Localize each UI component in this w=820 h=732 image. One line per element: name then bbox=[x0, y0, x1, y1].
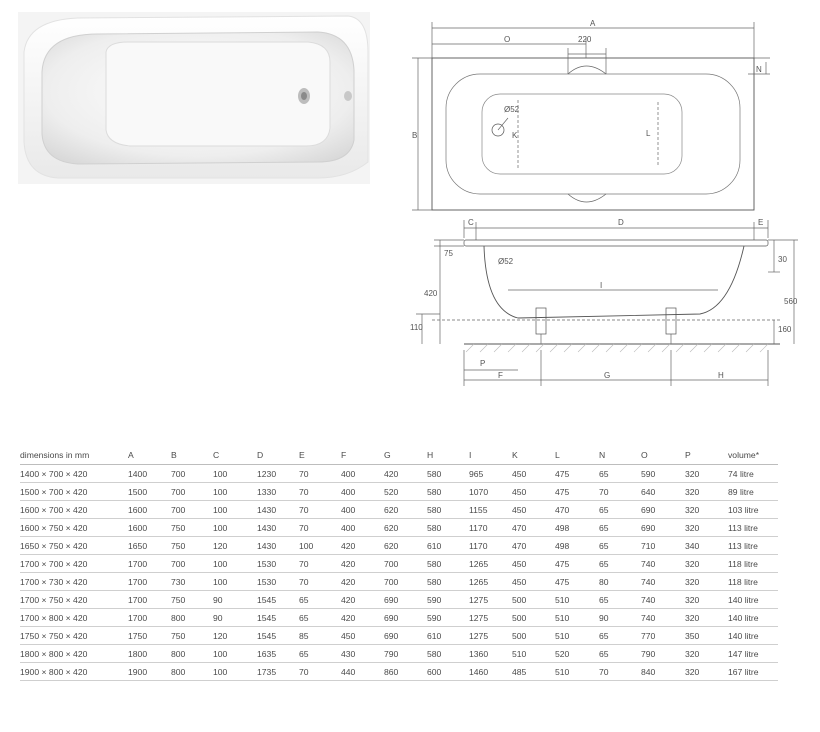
column-header: G bbox=[384, 448, 427, 465]
column-header: B bbox=[171, 448, 213, 465]
table-cell: 470 bbox=[512, 537, 555, 555]
table-cell: 70 bbox=[599, 663, 641, 681]
table-cell: 620 bbox=[384, 501, 427, 519]
table-cell: 90 bbox=[213, 591, 257, 609]
table-cell: 430 bbox=[341, 645, 384, 663]
table-cell: 580 bbox=[427, 555, 469, 573]
table-cell: 420 bbox=[341, 609, 384, 627]
table-cell: 65 bbox=[599, 465, 641, 483]
column-header: A bbox=[128, 448, 171, 465]
table-cell: 1275 bbox=[469, 591, 512, 609]
bathtub-illustration bbox=[18, 12, 370, 184]
table-cell: 65 bbox=[299, 645, 341, 663]
dim-label-560: 560 bbox=[784, 297, 798, 306]
table-cell: 1430 bbox=[257, 501, 299, 519]
table-cell: 475 bbox=[555, 555, 599, 573]
table-cell: 700 bbox=[171, 555, 213, 573]
table-cell: 70 bbox=[299, 555, 341, 573]
table-cell: 580 bbox=[427, 519, 469, 537]
column-header: L bbox=[555, 448, 599, 465]
table-cell: 103 litre bbox=[728, 501, 778, 519]
table-cell: 860 bbox=[384, 663, 427, 681]
table-cell: 100 bbox=[299, 537, 341, 555]
table-cell: 520 bbox=[384, 483, 427, 501]
table-cell: 580 bbox=[427, 573, 469, 591]
table-cell: 800 bbox=[171, 645, 213, 663]
table-cell: 1530 bbox=[257, 555, 299, 573]
table-cell-dimensions: 1400 × 700 × 420 bbox=[20, 465, 128, 483]
table-cell: 1545 bbox=[257, 627, 299, 645]
table-cell: 740 bbox=[641, 591, 685, 609]
table-cell: 450 bbox=[512, 573, 555, 591]
table-cell: 750 bbox=[171, 591, 213, 609]
dim-label-e: E bbox=[758, 218, 764, 227]
table-cell: 1400 bbox=[128, 465, 171, 483]
table-cell: 90 bbox=[213, 609, 257, 627]
dim-label-c: C bbox=[468, 218, 474, 227]
column-header: P bbox=[685, 448, 728, 465]
table-cell: 1650 bbox=[128, 537, 171, 555]
table-cell: 120 bbox=[213, 537, 257, 555]
table-cell-dimensions: 1900 × 800 × 420 bbox=[20, 663, 128, 681]
table-cell: 1735 bbox=[257, 663, 299, 681]
table-cell: 80 bbox=[599, 573, 641, 591]
table-cell: 740 bbox=[641, 609, 685, 627]
table-cell: 580 bbox=[427, 465, 469, 483]
table-cell: 1700 bbox=[128, 573, 171, 591]
table-cell-dimensions: 1700 × 750 × 420 bbox=[20, 591, 128, 609]
table-cell: 167 litre bbox=[728, 663, 778, 681]
dim-label-g: G bbox=[604, 371, 611, 380]
table-cell: 620 bbox=[384, 537, 427, 555]
table-cell: 1155 bbox=[469, 501, 512, 519]
table-cell: 510 bbox=[555, 609, 599, 627]
table-cell: 510 bbox=[555, 663, 599, 681]
table-cell: 500 bbox=[512, 627, 555, 645]
table-row bbox=[20, 519, 778, 537]
table-cell: 1700 bbox=[128, 591, 171, 609]
column-header: H bbox=[427, 448, 469, 465]
table-cell: 690 bbox=[641, 501, 685, 519]
dim-label-a: A bbox=[590, 19, 596, 28]
column-header: K bbox=[512, 448, 555, 465]
table-cell: 640 bbox=[641, 483, 685, 501]
dimensions-table bbox=[20, 448, 778, 681]
table-cell: 580 bbox=[427, 645, 469, 663]
dim-label-75: 75 bbox=[444, 249, 453, 258]
dim-label-o: O bbox=[504, 35, 511, 44]
table-cell: 1635 bbox=[257, 645, 299, 663]
table-cell: 320 bbox=[685, 501, 728, 519]
column-header: dimensions in mm bbox=[20, 448, 128, 465]
table-cell: 1700 bbox=[128, 555, 171, 573]
dim-label-drain-diameter: Ø52 bbox=[504, 105, 520, 114]
dim-label-k: K bbox=[512, 131, 518, 140]
table-cell: 1275 bbox=[469, 609, 512, 627]
table-cell: 320 bbox=[685, 609, 728, 627]
table-cell: 800 bbox=[171, 663, 213, 681]
table-cell: 100 bbox=[213, 555, 257, 573]
table-cell: 400 bbox=[341, 519, 384, 537]
table-row bbox=[20, 501, 778, 519]
column-header: N bbox=[599, 448, 641, 465]
table-cell: 475 bbox=[555, 573, 599, 591]
table-row bbox=[20, 573, 778, 591]
table-cell: 320 bbox=[685, 555, 728, 573]
table-cell: 1265 bbox=[469, 573, 512, 591]
table-cell: 750 bbox=[171, 537, 213, 555]
table-cell: 1500 bbox=[128, 483, 171, 501]
table-cell: 700 bbox=[384, 573, 427, 591]
table-cell: 113 litre bbox=[728, 537, 778, 555]
table-cell: 74 litre bbox=[728, 465, 778, 483]
table-cell: 610 bbox=[427, 537, 469, 555]
table-cell: 65 bbox=[599, 645, 641, 663]
table-cell: 100 bbox=[213, 501, 257, 519]
table-cell: 65 bbox=[599, 501, 641, 519]
table-row bbox=[20, 591, 778, 609]
dim-label-p: P bbox=[480, 359, 486, 368]
table-cell: 320 bbox=[685, 483, 728, 501]
table-cell: 100 bbox=[213, 483, 257, 501]
table-cell: 420 bbox=[384, 465, 427, 483]
table-cell: 770 bbox=[641, 627, 685, 645]
table-cell: 580 bbox=[427, 483, 469, 501]
table-cell: 70 bbox=[599, 483, 641, 501]
table-cell: 590 bbox=[427, 591, 469, 609]
table-cell: 70 bbox=[299, 465, 341, 483]
table-cell: 320 bbox=[685, 663, 728, 681]
column-header: E bbox=[299, 448, 341, 465]
table-row bbox=[20, 465, 778, 483]
table-cell-dimensions: 1700 × 700 × 420 bbox=[20, 555, 128, 573]
table-cell: 450 bbox=[512, 483, 555, 501]
table-cell: 320 bbox=[685, 645, 728, 663]
table-cell: 1170 bbox=[469, 519, 512, 537]
table-cell: 65 bbox=[299, 591, 341, 609]
column-header: O bbox=[641, 448, 685, 465]
table-cell: 1070 bbox=[469, 483, 512, 501]
table-cell: 800 bbox=[171, 609, 213, 627]
dim-label-l: L bbox=[646, 129, 651, 138]
table-cell: 1265 bbox=[469, 555, 512, 573]
table-cell: 1600 bbox=[128, 501, 171, 519]
table-cell: 590 bbox=[641, 465, 685, 483]
table-cell: 440 bbox=[341, 663, 384, 681]
dim-label-220: 220 bbox=[578, 35, 592, 44]
table-cell-dimensions: 1700 × 730 × 420 bbox=[20, 573, 128, 591]
table-cell: 710 bbox=[641, 537, 685, 555]
table-cell-dimensions: 1700 × 800 × 420 bbox=[20, 609, 128, 627]
table-cell: 420 bbox=[341, 573, 384, 591]
table-cell: 498 bbox=[555, 519, 599, 537]
table-cell: 1430 bbox=[257, 537, 299, 555]
table-cell: 140 litre bbox=[728, 627, 778, 645]
table-cell: 118 litre bbox=[728, 573, 778, 591]
table-cell: 485 bbox=[512, 663, 555, 681]
table-cell: 100 bbox=[213, 573, 257, 591]
dim-label-h: H bbox=[718, 371, 724, 380]
table-cell: 1170 bbox=[469, 537, 512, 555]
dim-label-30: 30 bbox=[778, 255, 787, 264]
table-cell: 420 bbox=[341, 591, 384, 609]
table-cell: 475 bbox=[555, 483, 599, 501]
technical-drawing bbox=[400, 14, 800, 394]
table-cell: 580 bbox=[427, 501, 469, 519]
table-cell: 470 bbox=[555, 501, 599, 519]
table-cell: 1360 bbox=[469, 645, 512, 663]
table-row bbox=[20, 555, 778, 573]
table-cell: 89 litre bbox=[728, 483, 778, 501]
table-cell: 510 bbox=[555, 591, 599, 609]
column-header: D bbox=[257, 448, 299, 465]
table-cell: 1530 bbox=[257, 573, 299, 591]
table-cell: 790 bbox=[641, 645, 685, 663]
table-row bbox=[20, 663, 778, 681]
table-cell: 85 bbox=[299, 627, 341, 645]
table-cell: 790 bbox=[384, 645, 427, 663]
table-cell: 90 bbox=[599, 609, 641, 627]
dim-label-i: I bbox=[600, 281, 603, 290]
bathtub-photo bbox=[18, 12, 370, 184]
table-body bbox=[20, 465, 778, 681]
dim-label-420: 420 bbox=[424, 289, 438, 298]
table-cell: 65 bbox=[599, 537, 641, 555]
dim-label-b: B bbox=[412, 131, 418, 140]
table-cell: 740 bbox=[641, 555, 685, 573]
table-cell: 690 bbox=[384, 609, 427, 627]
table-cell: 965 bbox=[469, 465, 512, 483]
table-row bbox=[20, 537, 778, 555]
table-cell: 400 bbox=[341, 465, 384, 483]
table-cell: 1900 bbox=[128, 663, 171, 681]
column-header: volume* bbox=[728, 448, 778, 465]
table-cell: 500 bbox=[512, 609, 555, 627]
table-cell: 690 bbox=[384, 627, 427, 645]
table-cell: 100 bbox=[213, 663, 257, 681]
table-cell: 498 bbox=[555, 537, 599, 555]
table-row bbox=[20, 645, 778, 663]
table-cell: 400 bbox=[341, 483, 384, 501]
table-cell: 690 bbox=[384, 591, 427, 609]
table-cell: 65 bbox=[599, 555, 641, 573]
table-cell: 470 bbox=[512, 519, 555, 537]
table-cell: 118 litre bbox=[728, 555, 778, 573]
table-cell: 1460 bbox=[469, 663, 512, 681]
table-cell: 65 bbox=[599, 519, 641, 537]
table-cell: 340 bbox=[685, 537, 728, 555]
table-cell: 1600 bbox=[128, 519, 171, 537]
dim-label-110: 110 bbox=[410, 323, 423, 332]
table-cell: 70 bbox=[299, 519, 341, 537]
table-cell: 1750 bbox=[128, 627, 171, 645]
table-cell: 65 bbox=[299, 609, 341, 627]
table-row bbox=[20, 483, 778, 501]
table-cell: 320 bbox=[685, 591, 728, 609]
dim-label-160: 160 bbox=[778, 325, 792, 334]
table-cell: 400 bbox=[341, 501, 384, 519]
table-cell: 1230 bbox=[257, 465, 299, 483]
table-cell: 1700 bbox=[128, 609, 171, 627]
table-cell: 70 bbox=[299, 483, 341, 501]
table-cell: 475 bbox=[555, 465, 599, 483]
table-cell: 100 bbox=[213, 645, 257, 663]
table-cell: 700 bbox=[171, 465, 213, 483]
table-cell: 740 bbox=[641, 573, 685, 591]
column-header: I bbox=[469, 448, 512, 465]
table-cell: 750 bbox=[171, 519, 213, 537]
table-cell: 320 bbox=[685, 519, 728, 537]
table-cell: 420 bbox=[341, 555, 384, 573]
table-cell: 620 bbox=[384, 519, 427, 537]
dim-label-overflow-diameter: Ø52 bbox=[498, 257, 514, 266]
table-cell: 1800 bbox=[128, 645, 171, 663]
table-cell-dimensions: 1600 × 750 × 420 bbox=[20, 519, 128, 537]
column-header: C bbox=[213, 448, 257, 465]
table-cell: 140 litre bbox=[728, 591, 778, 609]
table-cell: 113 litre bbox=[728, 519, 778, 537]
table-cell: 690 bbox=[641, 519, 685, 537]
table-cell-dimensions: 1500 × 700 × 420 bbox=[20, 483, 128, 501]
table-cell: 320 bbox=[685, 465, 728, 483]
table-cell: 500 bbox=[512, 591, 555, 609]
table-cell: 70 bbox=[299, 501, 341, 519]
table-cell: 700 bbox=[171, 501, 213, 519]
table-cell: 610 bbox=[427, 627, 469, 645]
table-cell: 450 bbox=[512, 465, 555, 483]
dim-label-d: D bbox=[618, 218, 624, 227]
table-cell: 700 bbox=[384, 555, 427, 573]
table-cell-dimensions: 1750 × 750 × 420 bbox=[20, 627, 128, 645]
table-cell: 70 bbox=[299, 663, 341, 681]
table-cell: 147 litre bbox=[728, 645, 778, 663]
table-row bbox=[20, 627, 778, 645]
table-cell: 450 bbox=[341, 627, 384, 645]
table-row bbox=[20, 609, 778, 627]
table-cell-dimensions: 1600 × 700 × 420 bbox=[20, 501, 128, 519]
column-header: F bbox=[341, 448, 384, 465]
table-cell: 520 bbox=[555, 645, 599, 663]
table-cell: 120 bbox=[213, 627, 257, 645]
table-cell: 70 bbox=[299, 573, 341, 591]
table-cell: 140 litre bbox=[728, 609, 778, 627]
table-cell: 1275 bbox=[469, 627, 512, 645]
table-cell: 1545 bbox=[257, 591, 299, 609]
table-cell: 100 bbox=[213, 519, 257, 537]
table-cell: 320 bbox=[685, 573, 728, 591]
table-cell: 750 bbox=[171, 627, 213, 645]
table-cell: 1330 bbox=[257, 483, 299, 501]
table-cell: 450 bbox=[512, 501, 555, 519]
table-cell: 600 bbox=[427, 663, 469, 681]
table-cell: 510 bbox=[512, 645, 555, 663]
table-cell: 700 bbox=[171, 483, 213, 501]
table-cell: 510 bbox=[555, 627, 599, 645]
table-cell: 450 bbox=[512, 555, 555, 573]
table-header-row bbox=[20, 448, 778, 465]
table-cell: 1545 bbox=[257, 609, 299, 627]
dim-label-f: F bbox=[498, 371, 503, 380]
dim-label-n: N bbox=[756, 65, 762, 74]
table-cell: 730 bbox=[171, 573, 213, 591]
table-cell: 590 bbox=[427, 609, 469, 627]
table-cell: 100 bbox=[213, 465, 257, 483]
table-cell-dimensions: 1650 × 750 × 420 bbox=[20, 537, 128, 555]
table-cell: 65 bbox=[599, 627, 641, 645]
table-cell: 65 bbox=[599, 591, 641, 609]
table-cell-dimensions: 1800 × 800 × 420 bbox=[20, 645, 128, 663]
table-cell: 840 bbox=[641, 663, 685, 681]
table-cell: 1430 bbox=[257, 519, 299, 537]
table-cell: 420 bbox=[341, 537, 384, 555]
table-cell: 350 bbox=[685, 627, 728, 645]
